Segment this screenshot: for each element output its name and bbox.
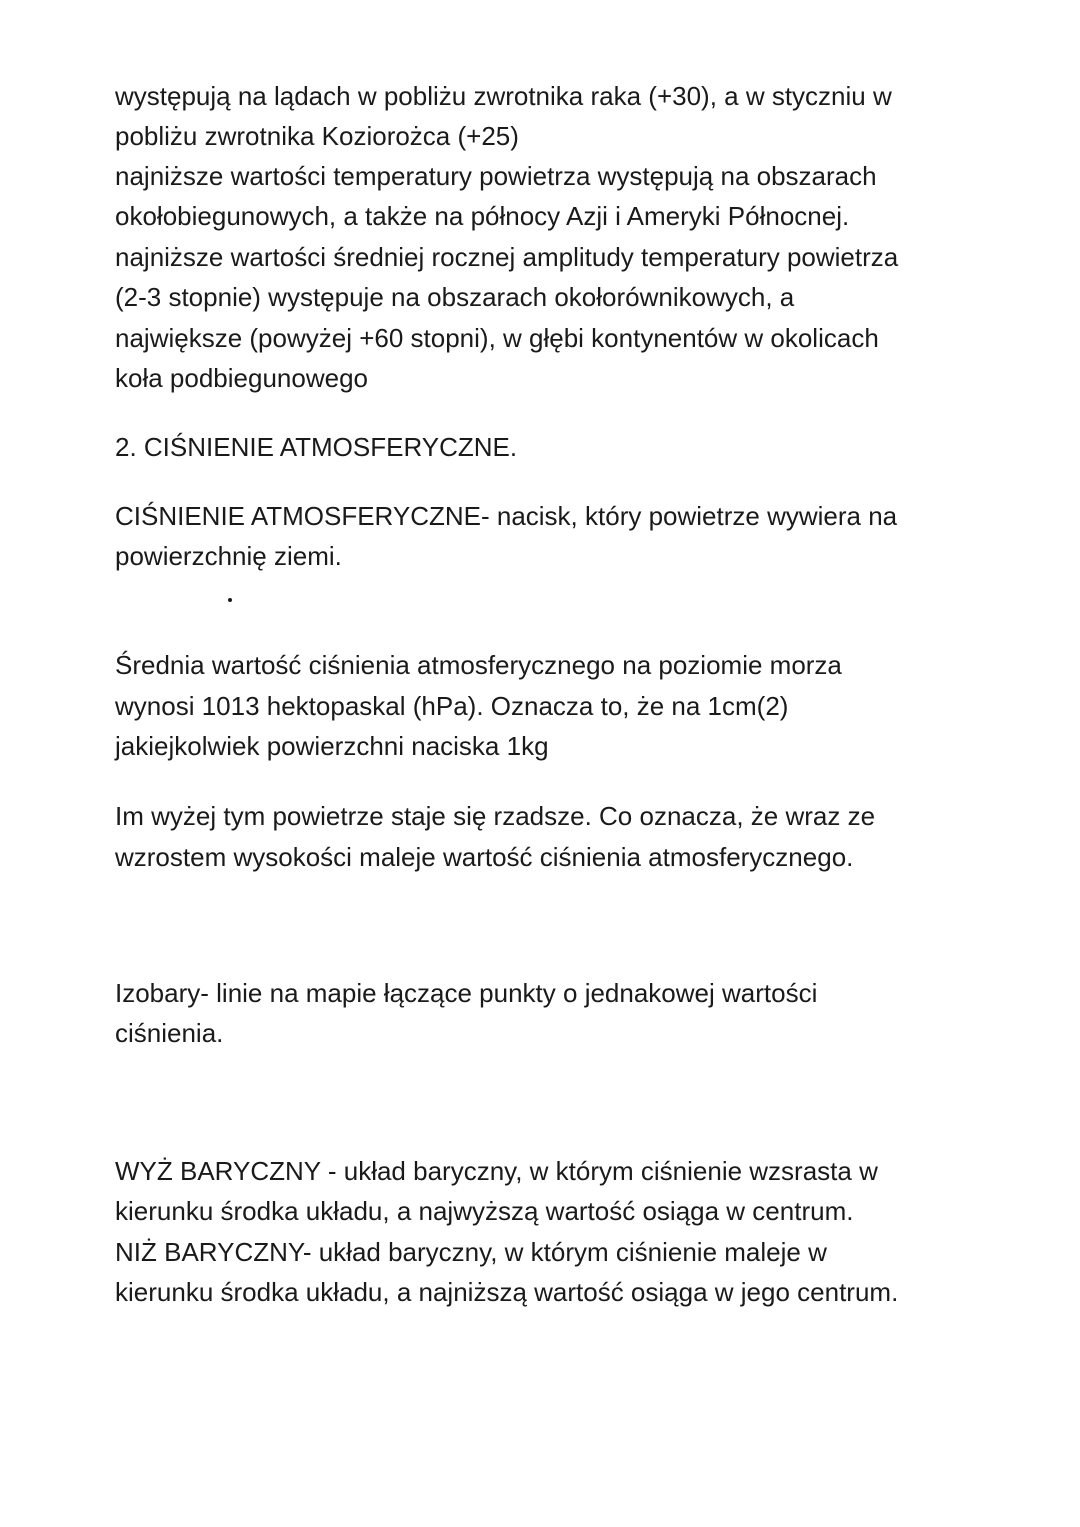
text-line: kierunku środka układu, a najwyższą wartość osiąga w centrum. bbox=[115, 1196, 854, 1226]
text-line: wynosi 1013 hektopaskal (hPa). Oznacza to, że na 1cm(2) bbox=[115, 691, 789, 721]
text-line: występują na lądach w pobliżu zwrotnika raka (+30), a w styczniu w bbox=[115, 81, 892, 111]
text-line: ciśnienia. bbox=[115, 1018, 224, 1048]
text-line: kierunku środka układu, a najniższą wartość osiąga w jego centrum. bbox=[115, 1277, 899, 1307]
text-line: jakiejkolwiek powierzchni naciska 1kg bbox=[115, 731, 549, 761]
text-line: powierzchnię ziemi. bbox=[115, 541, 342, 571]
text-line: okołobiegunowych, a także na północy Azji i Ameryki Północnej. bbox=[115, 201, 850, 231]
text-line: pobliżu zwrotnika Koziorożca (+25) bbox=[115, 121, 519, 151]
text-line: CIŚNIENIE ATMOSFERYCZNE- nacisk, który powietrze wywiera na bbox=[115, 501, 898, 531]
text-line: koła podbiegunowego bbox=[115, 363, 368, 393]
stray-dot bbox=[228, 598, 232, 602]
text-line: najniższe wartości temperatury powietrza występują na obszarach bbox=[115, 161, 877, 191]
text-line: Izobary- linie na mapie łączące punkty o jednakowej wartości bbox=[115, 978, 818, 1008]
text-line: (2-3 stopnie) występuje na obszarach okołorównikowych, a bbox=[115, 282, 795, 312]
text-line: największe (powyżej +60 stopni), w głębi kontynentów w okolicach bbox=[115, 323, 879, 353]
text-line: Im wyżej tym powietrze staje się rzadsze. Co oznacza, że wraz ze bbox=[115, 801, 876, 831]
text-line: najniższe wartości średniej rocznej amplitudy temperatury powietrza bbox=[115, 242, 899, 272]
section-heading: 2. CIŚNIENIE ATMOSFERYCZNE. bbox=[115, 432, 518, 462]
text-line: WYŻ BARYCZNY - układ baryczny, w którym ciśnienie wzsrasta w bbox=[115, 1156, 878, 1186]
text-line: wzrostem wysokości maleje wartość ciśnienia atmosferycznego. bbox=[115, 842, 854, 872]
text-line: NIŻ BARYCZNY- układ baryczny, w którym ciśnienie maleje w bbox=[115, 1237, 827, 1267]
text-line: Średnia wartość ciśnienia atmosferycznego na poziomie morza bbox=[115, 650, 842, 680]
